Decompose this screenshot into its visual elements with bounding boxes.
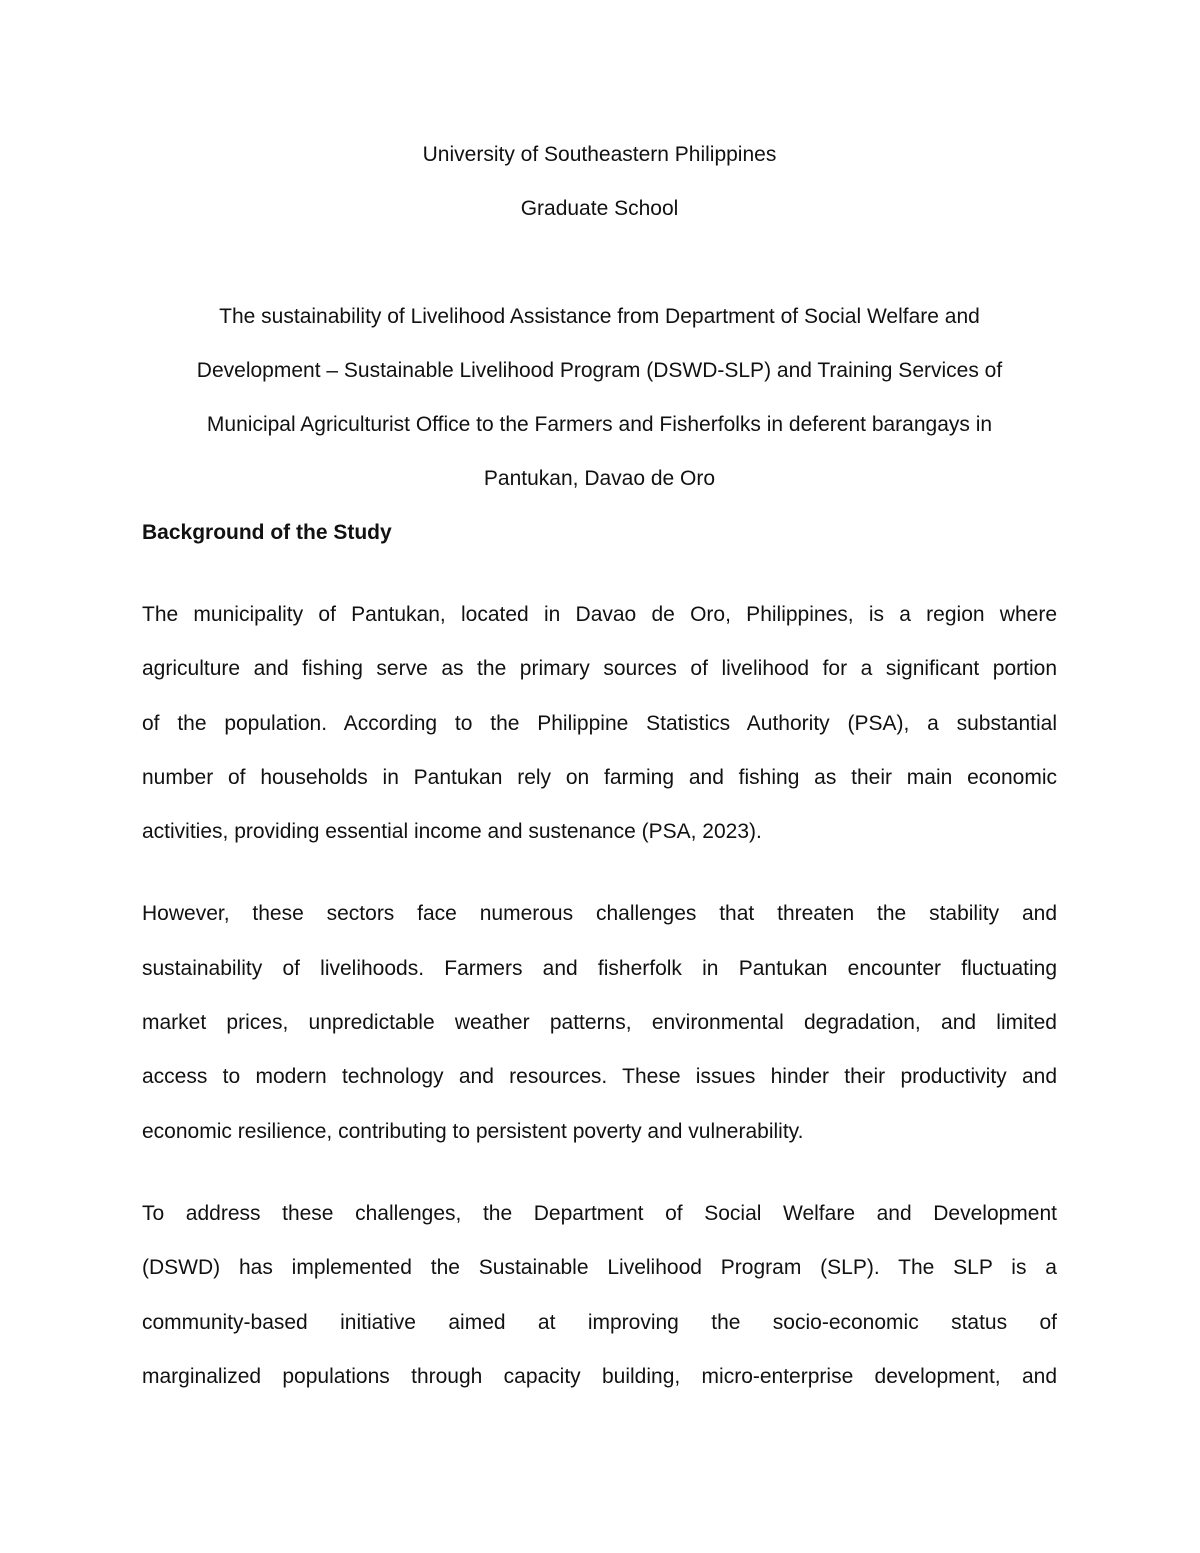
institution-header xyxy=(142,128,1057,236)
document-title xyxy=(142,290,1057,506)
paragraph-2 xyxy=(142,887,1057,1158)
text-line: market prices, unpredictable weather patterns, environmental degradation, and limited xyxy=(142,1011,1057,1035)
text-line: access to modern technology and resources. These issues hinder their productivity and xyxy=(142,1065,1057,1089)
title-line: Development – Sustainable Livelihood Program (DSWD-SLP) and Training Services of xyxy=(196,359,1003,382)
title-line: Municipal Agriculturist Office to the Farmers and Fisherfolks in deferent barangays in xyxy=(206,413,993,436)
text-line: (DSWD) has implemented the Sustainable Livelihood Program (SLP). The SLP is a xyxy=(142,1256,1057,1280)
document-content xyxy=(142,128,1057,1432)
text-line: agriculture and fishing serve as the primary sources of livelihood for a significant portion xyxy=(142,657,1057,681)
school-name: Graduate School xyxy=(520,197,679,220)
section-heading: Background of the Study xyxy=(142,521,392,544)
university-name: University of Southeastern Philippines xyxy=(422,143,777,166)
text-line: However, these sectors face numerous challenges that threaten the stability and xyxy=(142,902,1057,926)
text-line: economic resilience, contributing to persistent poverty and vulnerability. xyxy=(142,1119,804,1143)
title-line: The sustainability of Livelihood Assistance from Department of Social Welfare and xyxy=(219,305,980,328)
text-line: activities, providing essential income and sustenance (PSA, 2023). xyxy=(142,820,762,844)
paragraph-1 xyxy=(142,588,1057,859)
text-line: marginalized populations through capacity building, micro-enterprise development, and xyxy=(142,1364,1057,1388)
text-line: To address these challenges, the Department of Social Welfare and Development xyxy=(142,1201,1057,1225)
text-line: of the population. According to the Philippine Statistics Authority (PSA), a substantial xyxy=(142,711,1057,735)
text-line: number of households in Pantukan rely on farming and fishing as their main economic xyxy=(142,765,1057,789)
text-line: sustainability of livelihoods. Farmers and fisherfolk in Pantukan encounter fluctuating xyxy=(142,956,1057,980)
paragraph-3 xyxy=(142,1187,1057,1404)
text-line: community-based initiative aimed at improving the socio-economic status of xyxy=(142,1310,1057,1334)
title-line: Pantukan, Davao de Oro xyxy=(483,467,716,490)
text-line: The municipality of Pantukan, located in Davao de Oro, Philippines, is a region where xyxy=(142,603,1057,626)
